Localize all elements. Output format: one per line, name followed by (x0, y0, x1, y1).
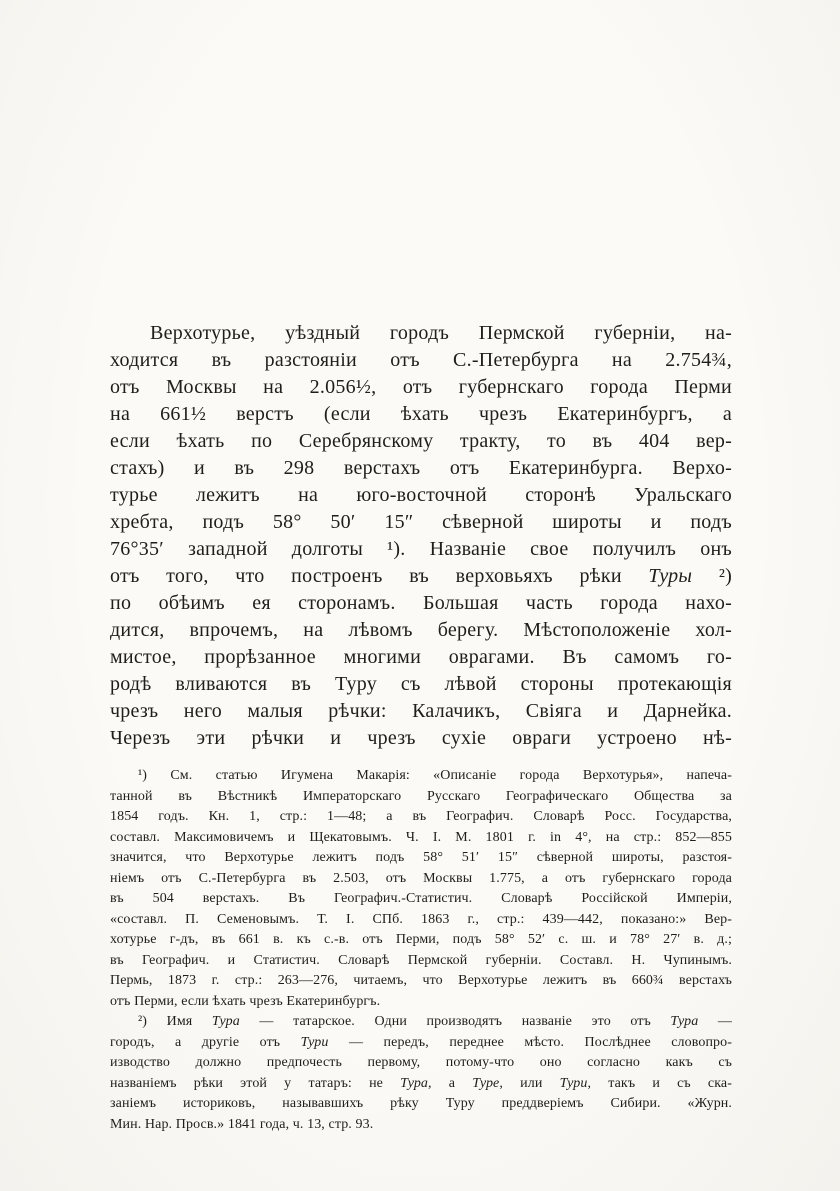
text-line: если ѣхать по Серебрянскому тракту, то въ 404 вер- (110, 430, 732, 452)
text-line: названіемъ рѣки этой у татаръ: не Тура, а Туре, или Тури, такъ и съ ска- (110, 1075, 732, 1091)
text-line: отъ Москвы на 2.056½, отъ губернскаго города Перми (110, 376, 732, 398)
footnote-2 (110, 1012, 732, 1135)
text-line: на 661½ верстъ (если ѣхать чрезъ Екатеринбургъ, а (110, 403, 732, 425)
text-line: 1854 годъ. Кн. 1, стр.: 1—48; а въ Географич. Словарѣ Росс. Государства, (110, 809, 732, 824)
text-line: въ 504 верстахъ. Въ Географич.-Статистич. Словарѣ Россійской Имперіи, (110, 891, 732, 906)
text-line: Черезъ эти рѣчки и чрезъ сухіе овраги устроено нѣ- (110, 727, 732, 749)
text-line: Пермь, 1873 г. стр.: 263—276, читаемъ, что Верхотурье лежитъ въ 660¾ верстахъ (110, 973, 732, 988)
text-line: по обѣимъ ея сторонамъ. Большая часть города нахо- (110, 592, 732, 614)
text-line: турье лежитъ на юго-восточной сторонѣ Уральскаго (110, 484, 732, 506)
text-line: дится, впрочемъ, на лѣвомъ берегу. Мѣстоположеніе хол- (110, 619, 732, 641)
text-line: составл. Максимовичемъ и Щекатовымъ. Ч. I. М. 1801 г. in 4°, на стр.: 852—855 (110, 829, 732, 845)
text-line: родѣ вливаются въ Туру съ лѣвой стороны протекающія (110, 673, 732, 695)
footnotes-section (110, 766, 732, 1135)
text-line: значится, что Верхотурье лежитъ подъ 58° 51′ 15″ сѣверной широты, разстоя- (110, 850, 732, 865)
text-line: городъ, а другіе отъ Тури — передъ, переднее мѣсто. Послѣднее словопро- (110, 1034, 733, 1050)
text-line: отъ Перми, если ѣхать чрезъ Екатеринбургъ. (110, 993, 381, 1009)
text-line: чрезъ него малыя рѣчки: Калачикъ, Свіяга и Дарнейка. (110, 700, 732, 722)
text-column (110, 320, 732, 1135)
text-line: Мин. Нар. Просв.» 1841 года, ч. 13, стр. 93. (110, 1116, 374, 1132)
text-line: 76°35′ западной долготы ¹). Названіе свое получилъ онъ (110, 538, 732, 560)
text-line: ¹) См. статью Игумена Макарія: «Описаніе города Верхотурья», напеча- (138, 768, 732, 783)
footnote-1 (110, 766, 732, 1012)
main-paragraph (110, 320, 732, 752)
text-line: въ Географич. и Статистич. Словарѣ Пермской губерніи. Составл. Н. Чупинымъ. (110, 952, 732, 968)
text-line: Верхотурье, уѣздный городъ Пермской губерніи, на- (150, 322, 732, 344)
text-line: ²) Имя Тура — татарское. Одни производятъ названіе это отъ Тура — (138, 1014, 732, 1029)
text-line: мистое, прорѣзанное многими оврагами. Въ самомъ го- (110, 646, 732, 668)
text-line: стахъ) и въ 298 верстахъ отъ Екатеринбурга. Верхо- (110, 457, 732, 479)
text-line: заніемъ историковъ, называвшихъ рѣку Туру преддверіемъ Сибири. «Журн. (110, 1096, 732, 1111)
text-line: отъ того, что построенъ въ верховьяхъ рѣки Туры ²) (110, 565, 733, 587)
text-line: изводство должно предпочесть первому, потому-что оно согласно какъ съ (110, 1055, 732, 1070)
text-line: хотурье г-дъ, въ 661 в. къ с.-в. отъ Перми, подъ 58° 52′ с. ш. и 78° 27′ в. д.; (110, 932, 732, 947)
text-line: хребта, подъ 58° 50′ 15″ сѣверной широты и подъ (110, 511, 732, 533)
text-line: «составл. П. Семеновымъ. Т. I. СПб. 1863 г., стр.: 439—442, показано:» Вер- (110, 911, 732, 927)
text-line: танной въ Вѣстникѣ Императорскаго Русскаго Географическаго Общества за (110, 788, 732, 804)
text-line: ходится въ разстояніи отъ С.-Петербурга на 2.754¾, (110, 349, 732, 371)
text-line: ніемъ отъ С.-Петербурга въ 2.503, отъ Москвы 1.775, а отъ губернскаго города (110, 870, 732, 886)
